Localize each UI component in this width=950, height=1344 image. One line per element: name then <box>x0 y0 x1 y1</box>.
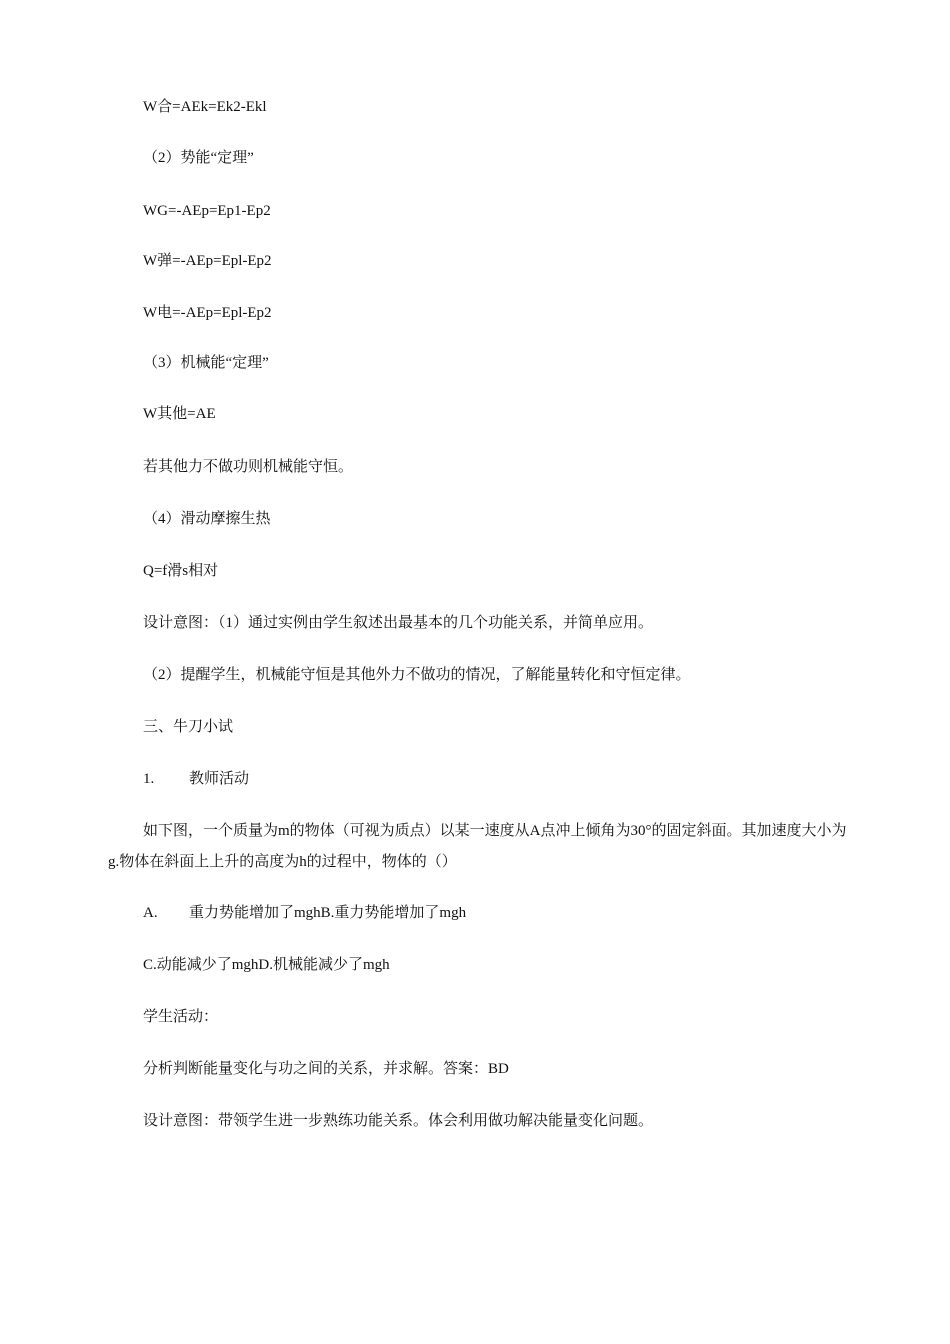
heading-friction-heat: （4）滑动摩擦生热 <box>143 511 271 527</box>
student-activity-label: 学生活动： <box>143 1009 219 1025</box>
option-a-b <box>143 903 466 923</box>
text-conservation: 若其他力不做功则机械能守恒。 <box>143 459 354 475</box>
formula-gravity-work: WG=-AEp=Ep1-Ep2 <box>143 203 271 219</box>
formula-electric-work: W电=-AEp=Epl-Ep2 <box>143 305 272 321</box>
list-item-teacher-activity <box>143 769 249 789</box>
heading-potential-theorem: （2）势能“定理” <box>143 150 254 166</box>
formula-friction-heat: Q=f滑s相对 <box>143 563 219 579</box>
option-letter: A. <box>143 905 158 921</box>
formula-other-work: W其他=AE <box>143 406 216 422</box>
list-number: 1. <box>143 771 155 787</box>
heading-mechanical-theorem: （3）机械能“定理” <box>143 355 269 371</box>
option-c-d: C.动能减少了mghD.机械能减少了mgh <box>143 957 390 973</box>
student-activity-text: 分析判断能量变化与功之间的关系，并求解。答案：BD <box>143 1061 509 1077</box>
section-heading-practice: 三、牛刀小试 <box>143 719 234 735</box>
option-text: 重力势能增加了mghB.重力势能增加了mgh <box>189 905 467 921</box>
design-intent-3: 设计意图：带领学生进一步熟练功能关系。体会利用做功解决能量变化问题。 <box>143 1113 654 1129</box>
design-intent-2: （2）提醒学生，机械能守恒是其他外力不做功的情况，了解能量转化和守恒定律。 <box>143 667 691 683</box>
formula-work-kinetic: W合=AEk=Ek2-Ekl <box>143 99 267 115</box>
list-item-label: 教师活动 <box>189 771 250 787</box>
problem-statement: 如下图，一个质量为m的物体（可视为质点）以某一速度从A点冲上倾角为30°的固定斜面。其加速度大小为g.物体在斜面上上升的高度为h的过程中，物体的（） <box>108 823 847 870</box>
design-intent-1: 设计意图：（1）通过实例由学生叙述出最基本的几个功能关系，并简单应用。 <box>143 615 654 631</box>
formula-elastic-work: W弹=-AEp=Epl-Ep2 <box>143 253 272 269</box>
